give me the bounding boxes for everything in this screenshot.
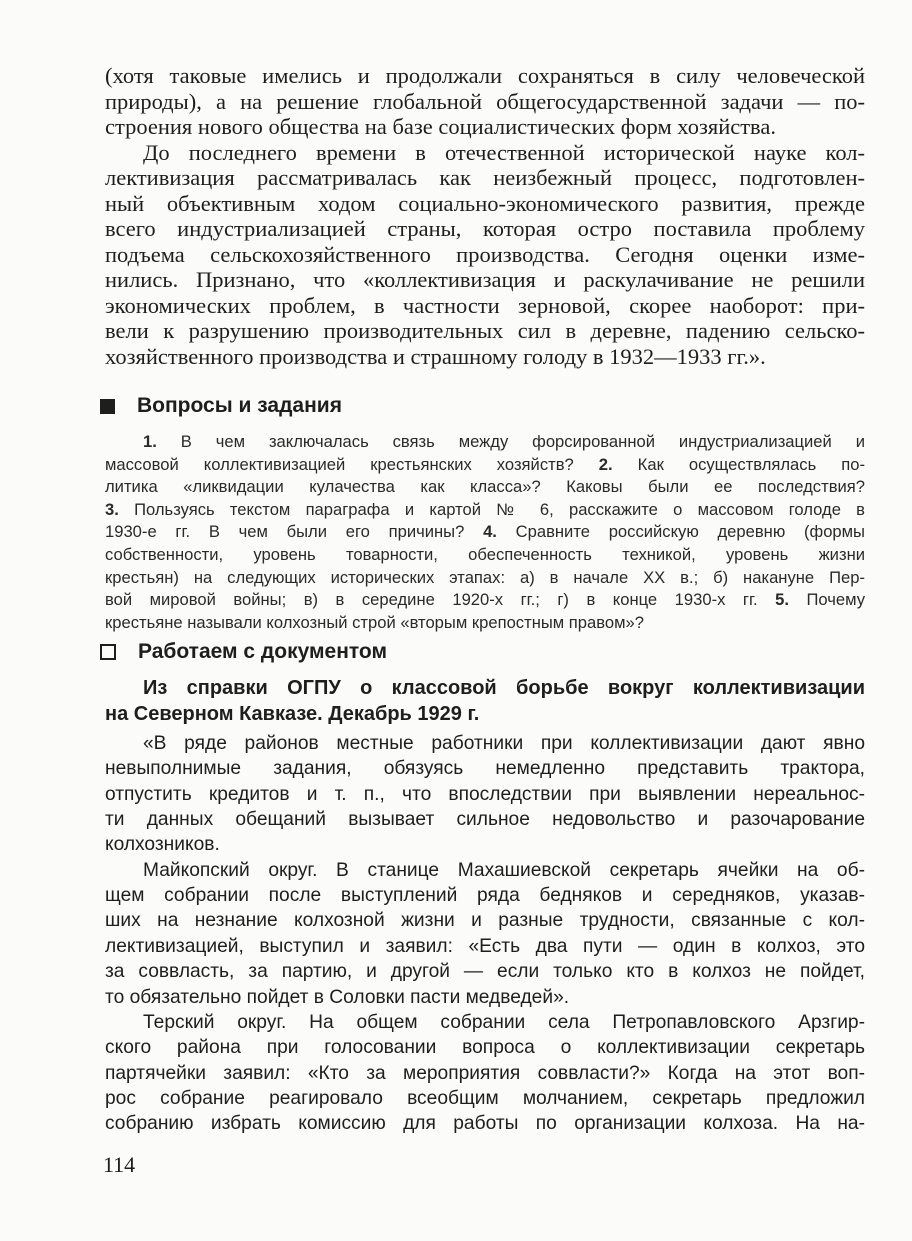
text-line: щем собрании после выступлений ряда бедняков и середняков, указав-	[105, 885, 865, 907]
text-line: то обязательно пойдет в Соловки пасти медведей».	[105, 986, 570, 1008]
text-line: лективизацией, выступил и заявил: «Есть два пути — один в колхоз, это	[105, 935, 865, 957]
text-line: массовой коллективизацией крестьянских хозяйств? 2. Как осуществлялась по-	[105, 454, 865, 474]
text-line: ского района при голосовании вопроса о коллективизации секретарь	[105, 1037, 865, 1059]
text-line: Майкопский округ. В станице Махашиевской секретарь ячейки на об-	[143, 859, 865, 881]
text-line: рос собрание реагировало всеобщим молчанием, секретарь предложил	[105, 1087, 865, 1109]
text-line: 3. Пользуясь текстом параграфа и картой № 6, расскажите о массовом голоде в	[105, 499, 865, 519]
text-line: Терский округ. На общем собрании села Петропавловского Арзгир-	[143, 1011, 865, 1033]
text-line: экономических проблем, в частности зерновой, скорее наоборот: при-	[105, 292, 865, 318]
document-heading	[100, 640, 387, 664]
text-line: отпустить кредитов и т. п., что впоследствии при выявлении нереальнос-	[105, 783, 865, 805]
text-line: вой мировой войны; в) в середине 1920-х гг.; г) в конце 1930-х гг. 5. Почему	[105, 590, 865, 610]
text-line: хозяйственного производства и страшному голоду в 1932—1933 гг.».	[105, 343, 766, 369]
document-heading-text: Работаем с документом	[138, 640, 387, 663]
text-line: колхозников.	[105, 834, 220, 856]
text-line: лективизация рассматривалась как неизбежный процесс, подготовлен-	[105, 165, 865, 190]
text-line: крестьяне называли колхозный строй «вторым крепостным правом»?	[105, 612, 644, 632]
text-line: собственности, уровень товарности, обеспеченность техникой, уровень жизни	[105, 545, 865, 564]
text-line: нились. Признано, что «коллективизация и раскулачивание не решили	[105, 267, 865, 292]
text-line: (хотя таковые имелись и продолжали сохраняться в силу человеческой	[105, 63, 865, 88]
text-line: литика «ликвидации кулачества как класса»? Каковы были ее последствия?	[105, 477, 865, 497]
text-line: на Северном Кавказе. Декабрь 1929 г.	[105, 703, 480, 725]
text-line: партячейки заявил: «Кто за мероприятия соввласти?» Когда на этот воп-	[105, 1062, 865, 1084]
text-line: 1. В чем заключалась связь между форсированной индустриализацией и	[143, 432, 865, 451]
text-line: природы), а на решение глобальной общегосударственной задачи — по-	[105, 88, 865, 114]
text-line: собранию избрать комиссию для работы по организации колхоза. На на-	[105, 1113, 865, 1135]
text-line: крестьян) на следующих исторических этапах: а) в начале XX в.; б) накануне Пер-	[105, 567, 865, 587]
text-line: До последнего времени в отечественной исторической науке кол-	[143, 139, 865, 165]
text-line: Из справки ОГПУ о классовой борьбе вокруг коллективизации	[143, 677, 865, 699]
questions-heading-text: Вопросы и задания	[137, 394, 342, 417]
text-line: ный объективным ходом социально-экономического развития, прежде	[105, 190, 865, 216]
filled-square-icon	[100, 399, 115, 414]
text-line: за соввласть, за партию, и другой — если только кто в колхоз не пойдет,	[105, 961, 865, 983]
text-line: «В ряде районов местные работники при коллективизации дают явно	[143, 733, 865, 754]
open-square-icon	[100, 644, 116, 660]
text-line: ших на незнание колхозной жизни и разные трудности, связанные с кол-	[105, 910, 865, 932]
text-line: всего индустриализацией страны, которая остро поставила проблему	[105, 216, 865, 241]
questions-heading	[100, 394, 342, 418]
text-line: подъема сельскохозяйственного производства. Сегодня оценки изме-	[105, 241, 865, 267]
text-line: 1930-е гг. В чем были его причины? 4. Сравните российскую деревню (формы	[105, 522, 865, 542]
text-line: ти данных обещаний вызывает сильное недовольство и разочарование	[105, 809, 865, 831]
text-line: невыполнимые задания, обязуясь немедленно представить трактора,	[105, 758, 865, 780]
page-number: 114	[103, 1152, 136, 1177]
text-line: вели к разрушению производительных сил в деревне, падению сельско-	[105, 318, 865, 343]
text-line: строения нового общества на базе социалистических форм хозяйства.	[105, 114, 776, 139]
